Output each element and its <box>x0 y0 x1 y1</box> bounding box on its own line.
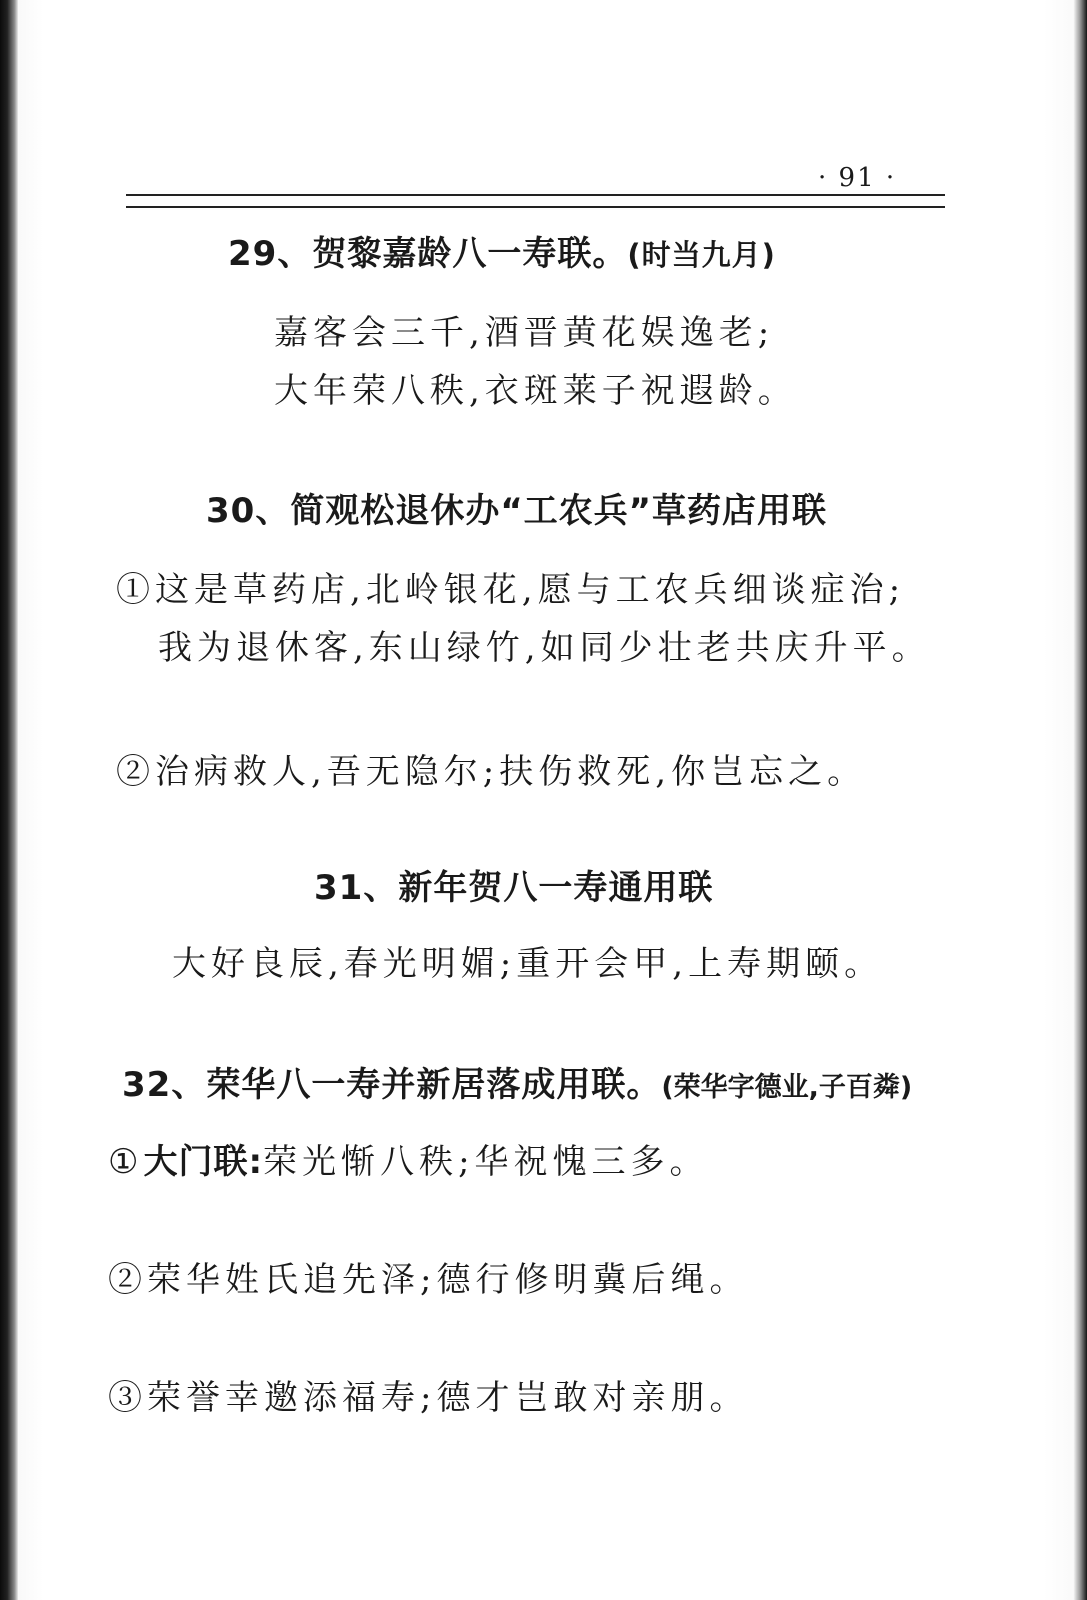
section-32-title: 32、荣华八一寿并新居落成用联。 <box>122 1065 662 1105</box>
section-32-gate-label: 大门联: <box>143 1142 264 1182</box>
section-30-line-2: 我为退休客,东山绿竹,如同少壮老共庆升平。 <box>158 628 931 668</box>
section-32-line-3: ③荣誉幸邀添福寿;德才岂敢对亲朋。 <box>108 1378 749 1418</box>
section-32-item-marker-1: ① <box>108 1142 144 1182</box>
section-31-heading <box>314 860 713 909</box>
section-32-note: (荣华字德业,子百粦) <box>661 1072 913 1103</box>
section-32-gate-couplet: 荣光惭八秩;华祝愧三多。 <box>263 1142 709 1182</box>
section-30-title: 30、简观松退休办“工农兵”草药店用联 <box>206 491 828 531</box>
section-32-line-1 <box>108 1134 709 1183</box>
section-30-line-1: ①这是草药店,北岭银花,愿与工农兵细谈症治; <box>116 570 906 610</box>
section-30-line-3: ②治病救人,吾无隐尔;扶伤救死,你岂忘之。 <box>116 752 867 792</box>
section-32-line-2: ②荣华姓氏追先泽;德行修明冀后绳。 <box>108 1260 749 1300</box>
section-32-heading <box>122 1057 912 1106</box>
section-29-line-2: 大年荣八秩,衣斑莱子祝遐龄。 <box>274 371 797 411</box>
section-30-heading <box>206 483 827 532</box>
header-rule-thin <box>126 206 945 208</box>
section-29-heading <box>228 226 776 275</box>
scan-edge-left <box>0 0 18 1600</box>
page-number: · 91 · <box>818 163 897 193</box>
section-29-note: (时当九月) <box>627 238 776 272</box>
scan-edge-right <box>1073 0 1087 1600</box>
section-31-title: 31、新年贺八一寿通用联 <box>314 868 714 908</box>
section-29-line-1: 嘉客会三千,酒晋黄花娱逸老; <box>274 313 775 353</box>
header-rule-thick <box>126 194 945 196</box>
section-31-line-1: 大好良辰,春光明媚;重开会甲,上寿期颐。 <box>172 944 884 984</box>
section-29-title: 29、贺黎嘉龄八一寿联。 <box>228 234 628 274</box>
